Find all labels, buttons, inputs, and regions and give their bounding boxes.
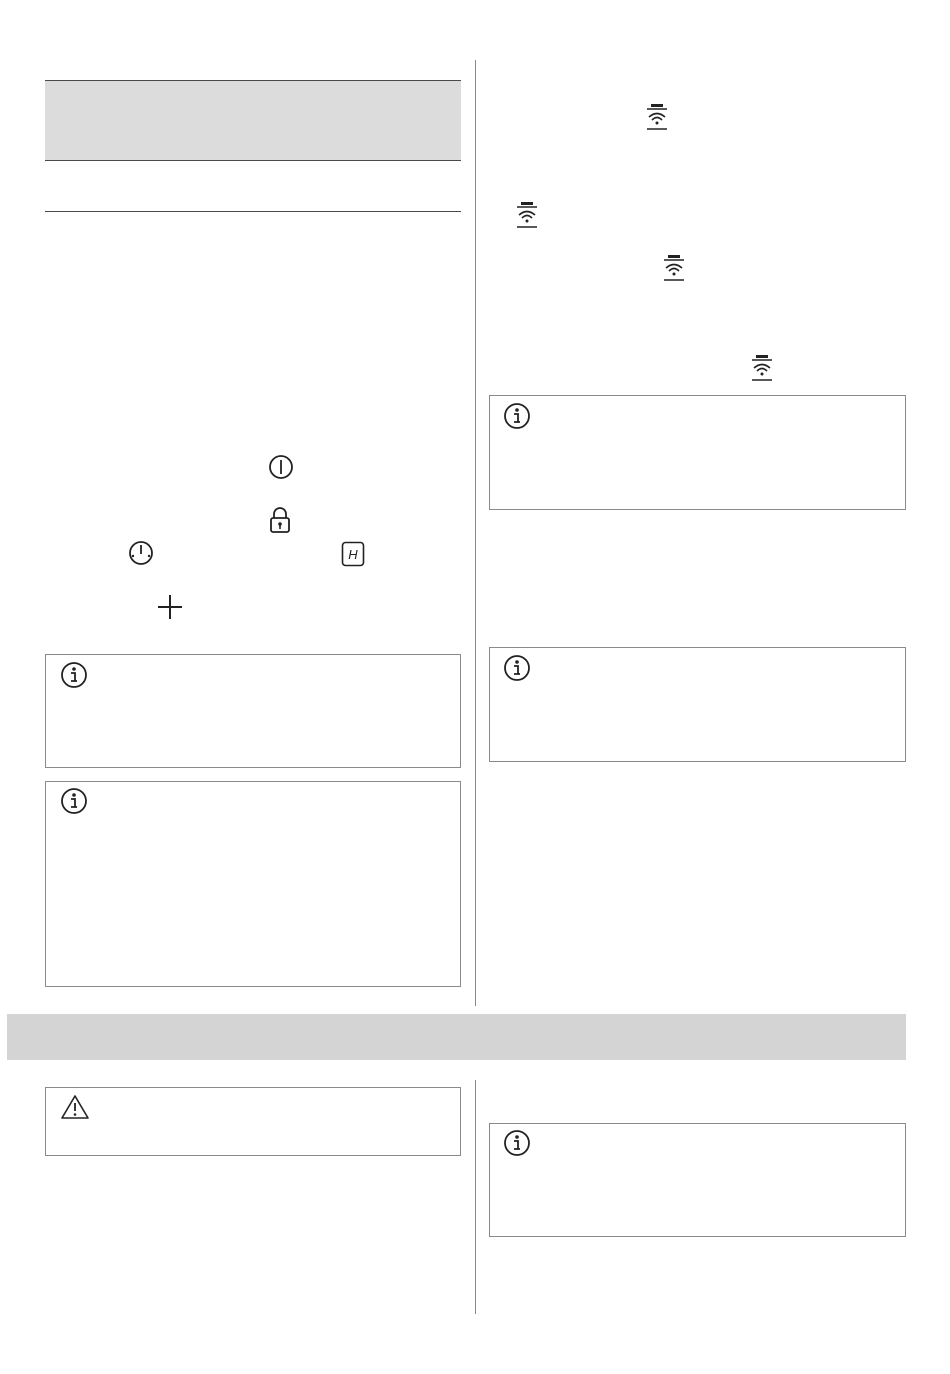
hob-to-hood-icon bbox=[662, 254, 686, 282]
info-icon bbox=[503, 654, 531, 682]
info-icon bbox=[503, 402, 531, 430]
info-box-3 bbox=[489, 395, 906, 510]
plus-icon bbox=[156, 593, 184, 621]
info-icon bbox=[503, 1129, 531, 1157]
hob-to-hood-icon bbox=[645, 103, 669, 131]
lock-icon bbox=[268, 506, 292, 534]
info-icon bbox=[60, 661, 88, 689]
info-box-1 bbox=[45, 654, 461, 768]
warning-box bbox=[45, 1087, 461, 1156]
info-box-2 bbox=[45, 781, 461, 987]
table-header bbox=[45, 80, 461, 161]
power-icon bbox=[268, 454, 294, 480]
timer-icon bbox=[128, 540, 154, 566]
hob-to-hood-icon bbox=[515, 201, 539, 229]
svg-text:H: H bbox=[348, 547, 358, 562]
column-divider-top bbox=[475, 60, 476, 1006]
info-icon bbox=[60, 787, 88, 815]
warning-triangle-icon bbox=[60, 1094, 90, 1120]
column-divider-bottom bbox=[475, 1080, 476, 1314]
info-box-5 bbox=[489, 1123, 906, 1237]
table-row-divider bbox=[45, 211, 461, 212]
h-indicator-icon bbox=[341, 541, 365, 567]
hob-to-hood-icon bbox=[750, 354, 774, 382]
section-heading-band bbox=[7, 1014, 906, 1060]
info-box-4 bbox=[489, 647, 906, 762]
